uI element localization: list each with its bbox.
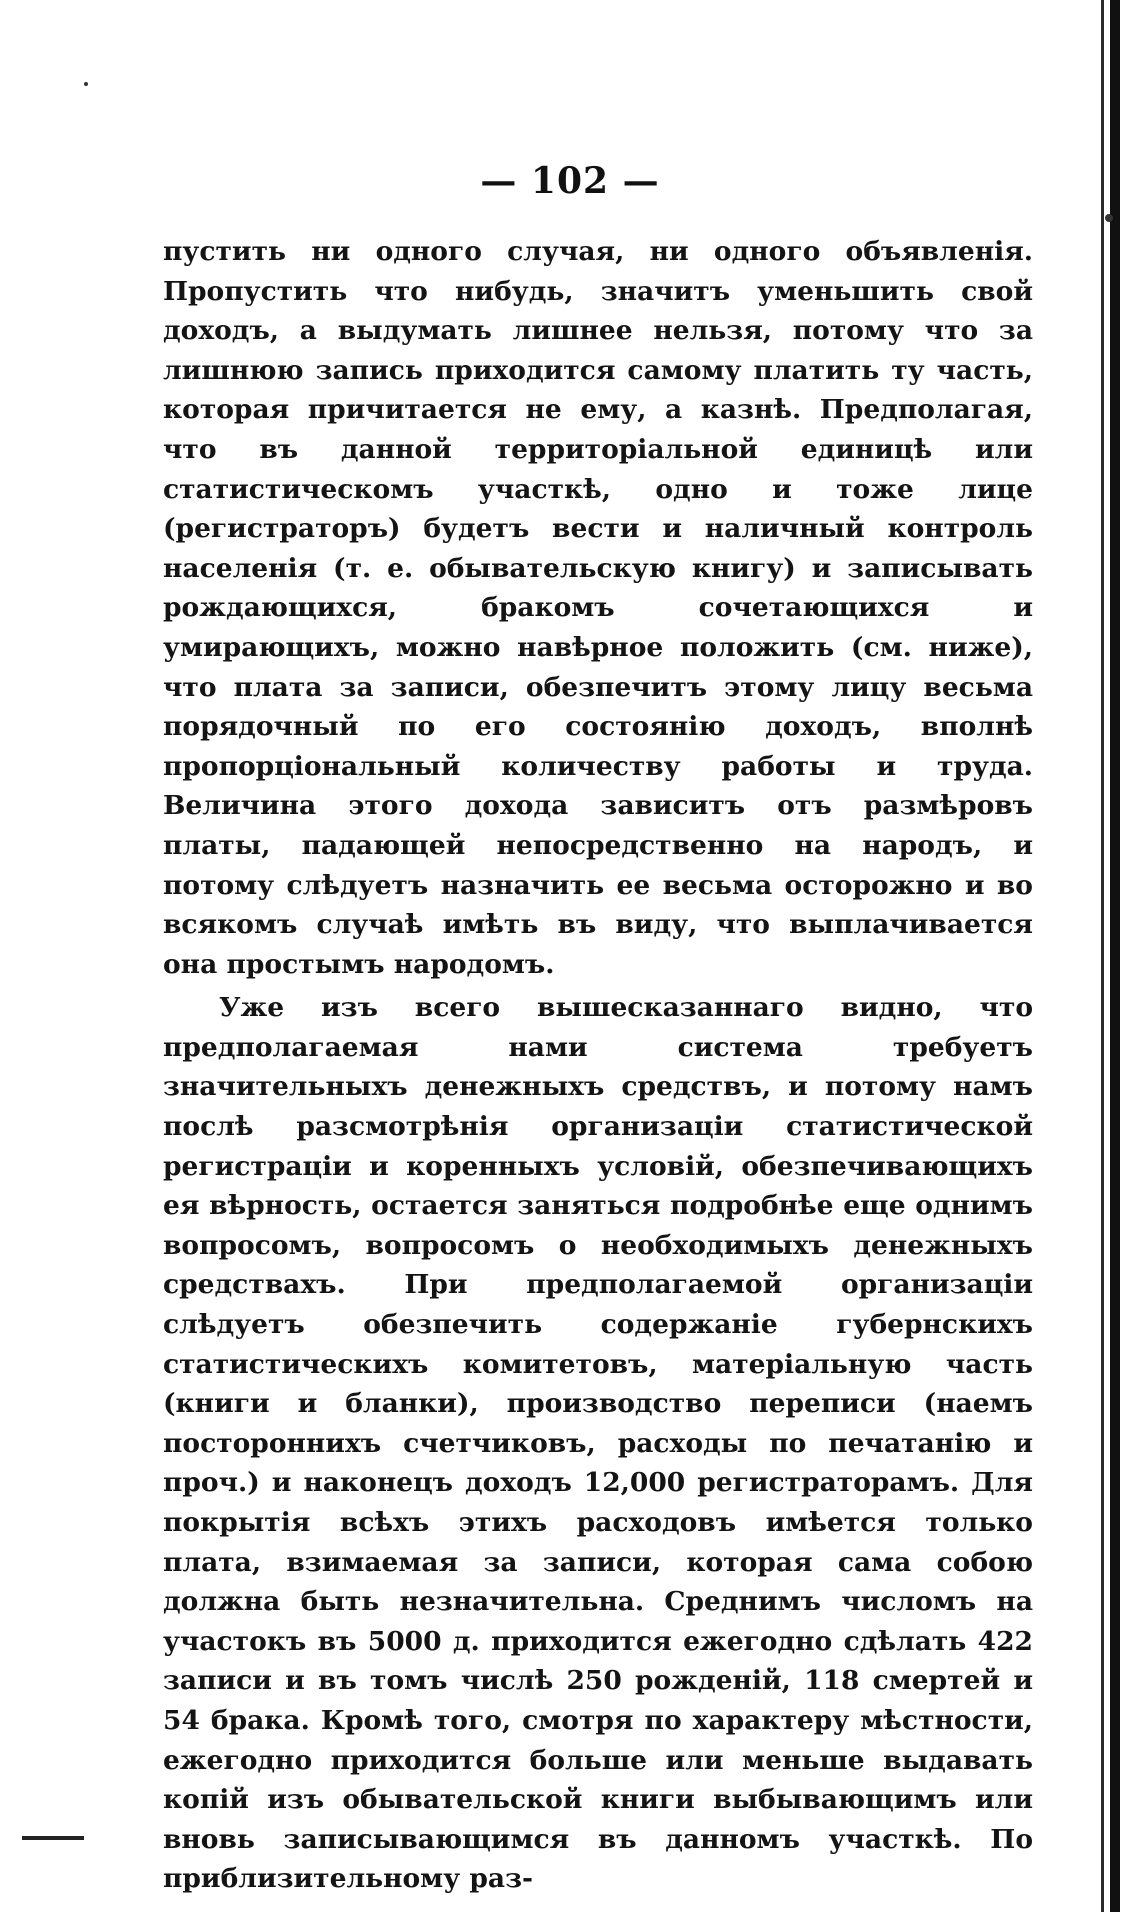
ink-speck [1105,214,1113,222]
margin-mark [22,1836,84,1840]
body-text [163,232,1033,1899]
page-edge-line [1101,0,1104,1912]
ink-speck [84,82,88,86]
paragraph-1: пустить ни одного случая, ни одного объявленія. Пропустить что нибудь, значитъ уменьшить свой доходъ, а выдумать лишнее нельзя, потому что за лишнюю запись приходится самому платить ту часть, которая причитается не ему, а казнѣ. Предполагая, что въ данной территоріальной единицѣ или статистическомъ участкѣ, одно и тоже лице (регистраторъ) будетъ вести и наличный контроль населенія (т. е. обывательскую книгу) и записывать рождающихся, бракомъ сочетающихся и умирающихъ, можно навѣрное положить (см. ниже), что плата за записи, обезпечитъ этому лицу весьма порядочный по его состоянію доходъ, вполнѣ пропорціональный количеству работы и труда. Величина этого дохода зависитъ отъ размѣровъ платы, падающей непосредственно на народъ, и потому слѣдуетъ назначить ее весьма осторожно и во всякомъ случаѣ имѣть въ виду, что выплачивается она простымъ народомъ. [163,236,1033,980]
page-edge-shadow [1110,0,1120,1912]
paragraph-2: Уже изъ всего вышесказаннаго видно, что предполагаемая нами система требуетъ значительныхъ денежныхъ средствъ, и потому намъ послѣ разсмотрѣнія организаціи статистической регистраціи и коренныхъ условій, обезпечивающихъ ея вѣрность, остается заняться подробнѣе еще однимъ вопросомъ, вопросомъ о необходимыхъ денежныхъ средствахъ. При предполагаемой организаціи слѣдуетъ обезпечить содержаніе губернскихъ статистическихъ комитетовъ, матеріальную часть (книги и бланки), производство переписи (наемъ постороннихъ счетчиковъ, расходы по печатанію и проч.) и наконецъ доходъ 12,000 регистраторамъ. Для покрытія всѣхъ этихъ расходовъ имѣется только плата, взимаемая за записи, которая сама собою должна быть незначительна. Среднимъ числомъ на участокъ въ 5000 д. приходится ежегодно сдѣлать 422 записи и въ томъ числѣ 250 рожденій, 118 смертей и 54 брака. Кромѣ того, смотря по характеру мѣстности, ежегодно приходится больше или меньше выдавать копій изъ обывательской книги выбывающимъ или вновь записывающимся въ данномъ участкѣ. По приблизительному раз- [163,992,1033,1895]
page-number: — 102 — [480,160,660,202]
